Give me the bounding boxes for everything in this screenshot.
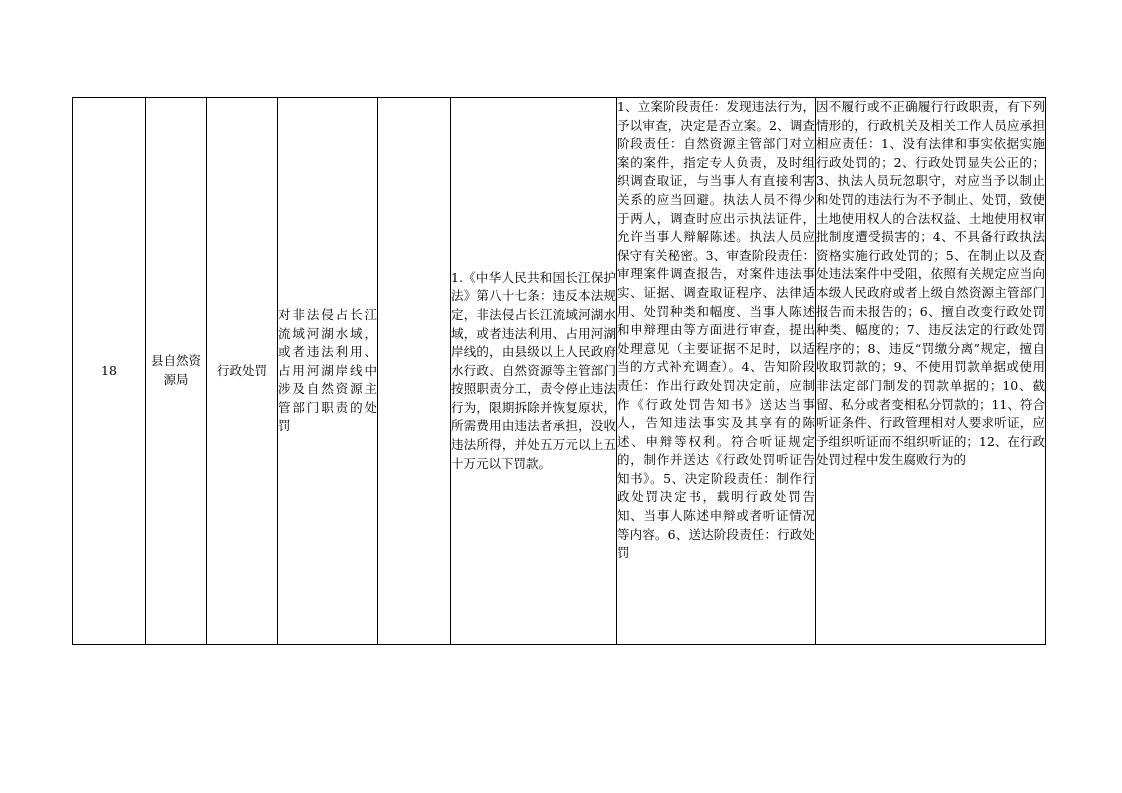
power-type: 行政处罚 — [216, 362, 267, 378]
liability-text: 因不履行或不正确履行行政职责，有下列情形的，行政机关及相关工作人员应承担相应责任：1、没有法律和事实依据实施行政处罚的；2、行政处罚显失公正的；3、执法人员玩忽职守，对应当予以制止和处罚的违法行为不予制止、处罚，致使土地使用权人的合法权益、土地使用权审批制度遭受损害的；4、不具备行政执法资格实施行政处罚的；5、在制止以及查处违法案件中受阻，依照有关规定应当向本级人民政府或者上级自然资源主管部门报告而未报告的；6、擅自改变行政处罚种类、幅度的；7、违反法定的行政处罚程序的；8、违反“罚缴分离”规定，擅自收取罚款的；9、不使用罚款单据或使用非法定部门制发的罚款单据的；10、截留、私分或者变相私分罚款的；11、符合听证条件、行政管理相对人要求听证，应予组织听证而不组织听证的；12、在行政处罚过程中发生腐败行为的 — [816, 99, 1045, 468]
table-row — [73, 98, 1046, 645]
power-list-table — [72, 97, 1046, 645]
item-name: 对非法侵占长江流域河湖水域，或者违法利用、占用河湖岸线中涉及自然资源主管部门职责的处罚 — [278, 306, 377, 434]
row-number-cell — [73, 98, 146, 645]
item-name-cell — [278, 98, 378, 645]
power-type-cell — [207, 98, 278, 645]
row-number: 18 — [101, 362, 117, 378]
liability-cell — [816, 98, 1046, 645]
sub-item-cell — [378, 98, 451, 645]
department-name: 县自然资源局 — [150, 353, 201, 387]
legal-basis-cell — [451, 98, 617, 645]
responsibility-cell — [617, 98, 816, 645]
legal-basis: 1.《中华人民共和国长江保护法》第八十七条：违反本法规定，非法侵占长江流域河湖水域，或者违法利用、占用河湖岸线的，由县级以上人民政府水行政、自然资源等主管部门按照职责分工，责令停止违法行为，限期拆除并恢复原状，所需费用由违法者承担，没收违法所得，并处五万元以上五十万元以下罚款。 — [451, 269, 616, 471]
responsibility-text: 1、立案阶段责任：发现违法行为，予以审查，决定是否立案。2、调查阶段责任：自然资源主管部门对立案的案件，指定专人负责，及时组织调查取证，与当事人有直接利害关系的应当回避。执法人员不得少于两人，调查时应出示执法证件，允许当事人辩解陈述。执法人员应保守有关秘密。3、审查阶段责任：审理案件调查报告，对案件违法事实、证据、调查取证程序、法律适用、处罚种类和幅度、当事人陈述和申辩理由等方面进行审查，提出处理意见（主要证据不足时，以适当的方式补充调查）。4、告知阶段责任：作出行政处罚决定前，应制作《行政处罚告知书》送达当事人，告知违法事实及其享有的陈述、申辩等权利。符合听证规定的，制作并送达《行政处罚听证告知书》。5、决定阶段责任：制作行政处罚决定书，载明行政处罚告知、当事人陈述申辩或者听证情况等内容。6、送达阶段责任：行政处罚 — [617, 99, 815, 561]
department-cell — [146, 98, 207, 645]
